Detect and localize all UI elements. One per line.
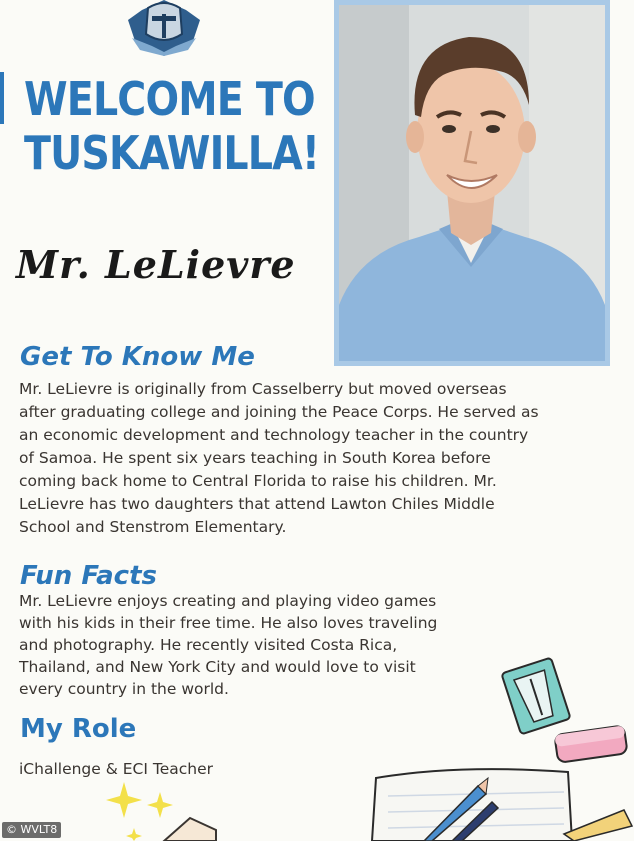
get-to-know-line: of Samoa. He spent six years teaching in South Korea before	[19, 449, 491, 467]
book-corner-icon	[160, 810, 220, 841]
welcome-line-1: WELCOME TO	[24, 72, 315, 126]
teacher-portrait	[339, 5, 605, 361]
broadcaster-watermark: © WVLT8	[2, 822, 61, 838]
my-role-line: iChallenge & ECI Teacher	[19, 760, 213, 778]
teacher-name: Mr. LeLievre	[16, 242, 296, 287]
welcome-line-2: TUSKAWILLA!	[24, 126, 320, 180]
get-to-know-line: LeLievre has two daughters that attend Lawton Chiles Middle	[19, 495, 495, 513]
fun-facts-heading: Fun Facts	[20, 561, 157, 591]
get-to-know-paragraph	[19, 378, 539, 539]
fun-facts-line: Thailand, and New York City and would love to visit	[19, 658, 416, 676]
ruler-icon	[564, 810, 632, 841]
notebook-icon	[368, 756, 634, 841]
fun-facts-line: and photography. He recently visited Costa Rica,	[19, 636, 398, 654]
get-to-know-line: an economic development and technology teacher in the country	[19, 426, 529, 444]
welcome-heading	[24, 72, 320, 180]
get-to-know-line: after graduating college and joining the Peace Corps. He served as	[19, 403, 539, 421]
my-role-heading: My Role	[20, 714, 137, 744]
fun-facts-line: with his kids in their free time. He also loves traveling	[19, 614, 438, 632]
get-to-know-line: Mr. LeLievre is originally from Casselberry but moved overseas	[19, 380, 507, 398]
get-to-know-line: School and Stenstrom Elementary.	[19, 518, 287, 536]
fun-facts-line: every country in the world.	[19, 680, 229, 698]
left-accent-bar	[0, 72, 4, 124]
fun-facts-paragraph	[19, 590, 437, 700]
get-to-know-heading: Get To Know Me	[20, 342, 255, 372]
knight-logo-icon	[122, 0, 206, 56]
teacher-photo	[334, 0, 610, 366]
fun-facts-line: Mr. LeLievre enjoys creating and playing video games	[19, 592, 437, 610]
get-to-know-line: coming back home to Central Florida to raise his children. Mr.	[19, 472, 497, 490]
